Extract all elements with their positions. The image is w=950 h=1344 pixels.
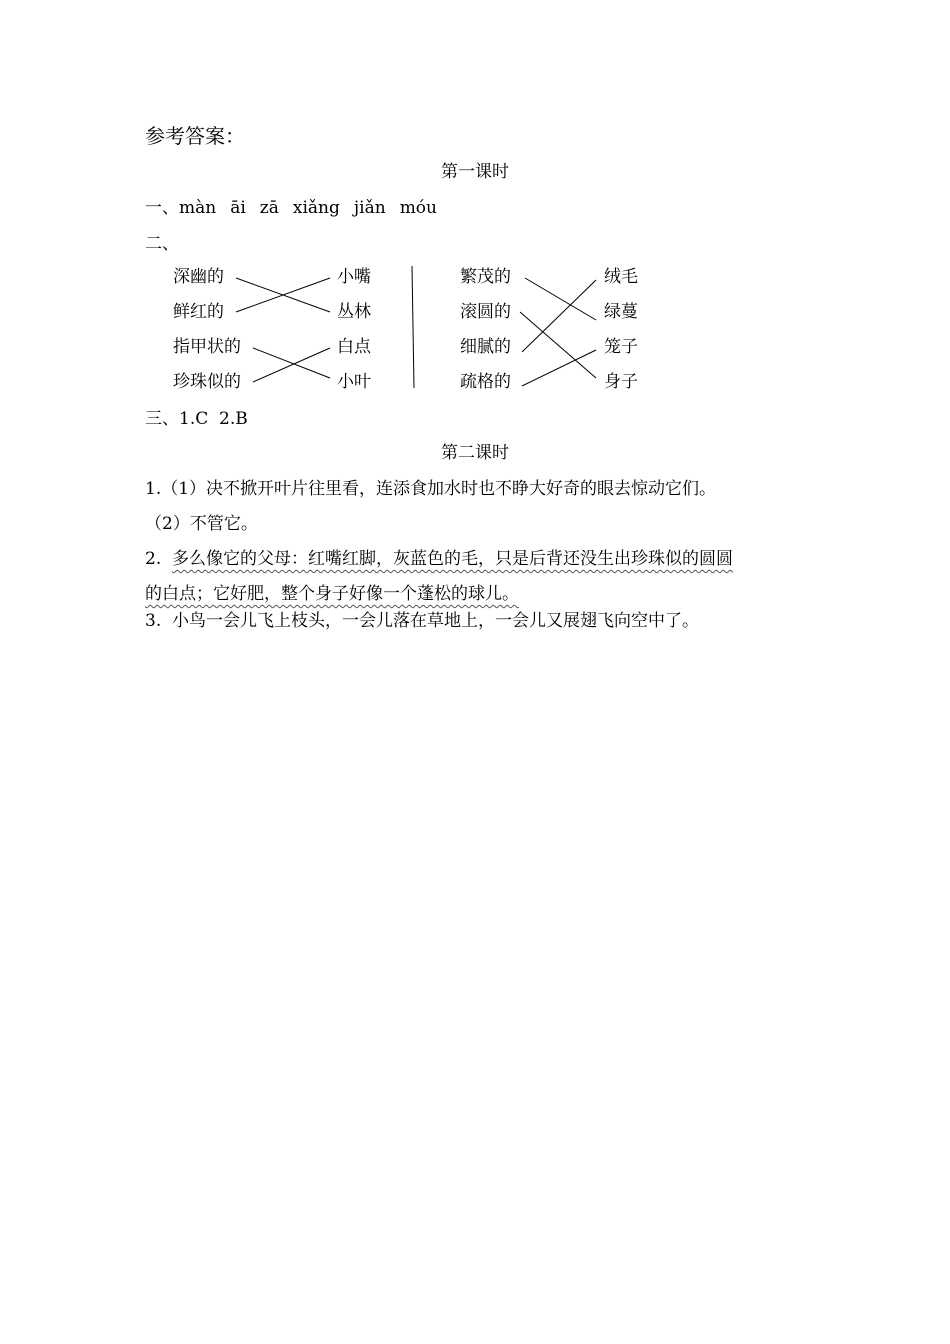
right-target-3: 笼子: [604, 337, 638, 357]
answer-2-line1: [145, 549, 733, 569]
answer-2-text-2: 的白点；它好肥，整个身子好像一个蓬松的球儿。: [145, 584, 519, 604]
left-word-3: 指甲状的: [173, 337, 241, 357]
pinyin-1: màn: [179, 198, 217, 218]
right-word-4: 疏格的: [460, 372, 511, 392]
pinyin-4: xiǎng: [292, 198, 340, 218]
left-target-3: 白点: [337, 337, 371, 357]
q3-row: [145, 409, 248, 429]
pinyin-3: zā: [259, 198, 279, 218]
q2-label: 二、: [145, 234, 179, 254]
pinyin-5: jiǎn: [353, 198, 386, 218]
pinyin-2: āi: [230, 198, 246, 218]
right-target-2: 绿蔓: [604, 302, 638, 322]
answer-1: 1.（1）决不掀开叶片往里看，连添食加水时也不睁大好奇的眼去惊动它们。: [145, 479, 717, 499]
pinyin-6: móu: [399, 198, 437, 218]
left-word-1: 深幽的: [173, 267, 224, 287]
left-word-4: 珍珠似的: [173, 372, 241, 392]
match-line-4: [253, 348, 330, 382]
answer-2-line2: [145, 584, 519, 604]
match-line-7: [522, 280, 596, 352]
right-target-1: 绒毛: [604, 267, 638, 287]
left-target-1: 小嘴: [337, 267, 371, 287]
lesson1-title: 第一课时: [441, 162, 509, 182]
answer-3: 3. 小鸟一会儿飞上枝头，一会儿落在草地上，一会儿又展翅飞向空中了。: [145, 611, 700, 631]
right-target-4: 身子: [604, 372, 638, 392]
right-word-3: 细腻的: [460, 337, 511, 357]
left-target-4: 小叶: [337, 372, 371, 392]
answer-2-text-1: 多么像它的父母：红嘴红脚，灰蓝色的毛，只是后背还没生出珍珠似的圆圆: [172, 549, 734, 569]
q3-answers: 1.C 2.B: [179, 409, 248, 429]
right-word-2: 滚圆的: [460, 302, 511, 322]
answer-1b: （2）不管它。: [145, 514, 258, 534]
q1-label: 一、: [145, 198, 179, 218]
group-divider: [412, 266, 414, 388]
right-word-1: 繁茂的: [460, 267, 511, 287]
left-word-2: 鲜红的: [173, 302, 224, 322]
answer-2-prefix: 2.: [145, 549, 173, 569]
match-line-5: [525, 278, 596, 320]
lesson2-title: 第二课时: [441, 443, 509, 463]
answer-heading: 参考答案：: [145, 124, 245, 148]
match-line-3: [253, 348, 330, 378]
q3-label: 三、: [145, 409, 179, 429]
left-target-2: 丛林: [337, 302, 371, 322]
